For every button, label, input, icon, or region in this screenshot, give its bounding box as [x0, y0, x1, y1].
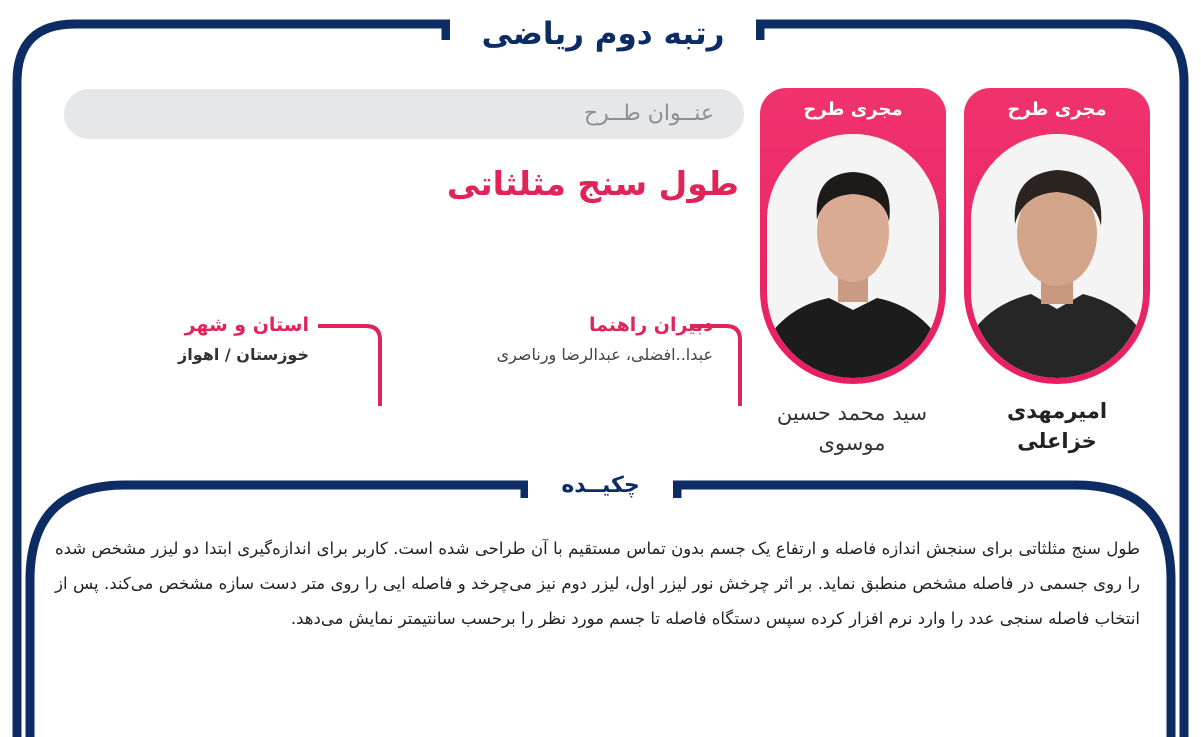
- member-card-1: [964, 88, 1150, 384]
- abstract-title: چکیــده: [561, 473, 640, 498]
- project-label: عنــوان طــرح: [583, 101, 714, 126]
- member-role-2: مجری طرح: [803, 99, 903, 120]
- member-card-2: [760, 88, 946, 384]
- location-block: [178, 314, 309, 364]
- title-container: [450, 4, 756, 64]
- member-role-1: مجری طرح: [1007, 99, 1107, 120]
- portrait-icon: [971, 134, 1143, 378]
- member-photo-1: [971, 134, 1143, 378]
- page-title: رتبه دوم ریاضی: [481, 16, 725, 52]
- member-name-2: [752, 398, 952, 458]
- project-name: طول سنج مثلثاتی: [446, 164, 739, 203]
- location-title: استان و شهر: [184, 314, 309, 336]
- portrait-icon: [767, 134, 939, 378]
- advisors-value: عبدا..افضلی، عبدالرضا ورناصری: [496, 345, 713, 364]
- location-value: خوزستان / اهواز: [178, 345, 309, 364]
- member-photo-2: [767, 134, 939, 378]
- abstract-title-container: [528, 466, 673, 506]
- advisors-title: دبیران راهنما: [588, 314, 713, 336]
- project-label-bar: [64, 89, 744, 139]
- member-name-2-line1: سید محمد حسین: [776, 401, 928, 425]
- abstract-text: طول سنج مثلثاتی برای سنجش اندازه فاصله و ارتفاع یک جسم بدون تماس مستقیم با آن طراحی شده است. کاربر برای اندازه‌گیری ابتدا دو لیزر مشخص شده را روی جسمی در فاصله مشخص منطبق نماید. بر اثر چرخش نور لیزر اول، لیزر دوم نیز می‌چرخد و فاصله ایی را روی متر دست سازه مشخص می‌کند. پس از انتخاب فاصله سنجی عدد را وارد نرم افزار کرده سپس دستگاه فاصله تا جسم مورد نظر را برحسب سانتیمتر نمایش می‌دهد.: [55, 539, 1140, 628]
- member-name-2-line2: موسوی: [818, 431, 886, 455]
- member-name-1: امیرمهدی خزاعلی: [1006, 399, 1108, 453]
- advisors-block: [497, 314, 713, 364]
